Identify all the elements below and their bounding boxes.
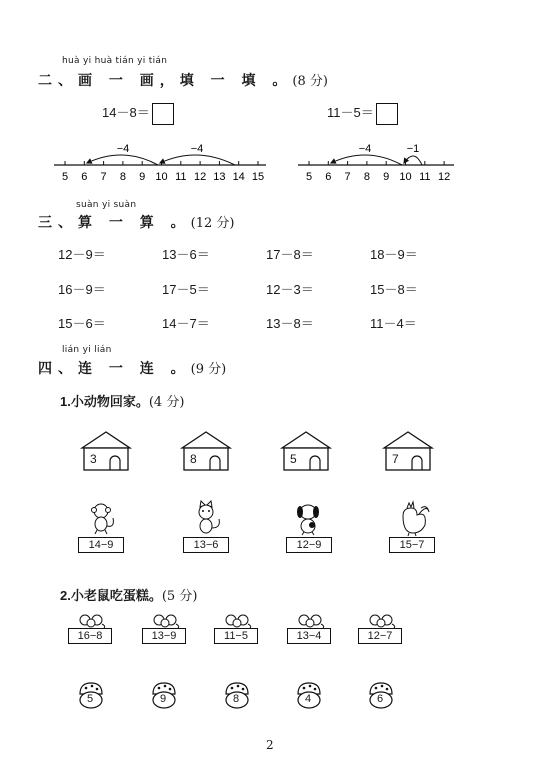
calc-equation[interactable]: 16－9＝ xyxy=(58,282,106,297)
animal-card[interactable] xyxy=(183,500,229,553)
tick-label: 6 xyxy=(81,171,88,183)
answer-box[interactable] xyxy=(376,103,398,125)
cat-icon xyxy=(187,500,225,537)
jump-label: −4 xyxy=(358,143,372,155)
calc-equation[interactable]: 18－9＝ xyxy=(370,247,418,262)
house-number: 7 xyxy=(392,452,399,466)
section3-score: (12 分) xyxy=(190,216,235,231)
section2-title-text: 二、画 一 画，填 一 填 。 xyxy=(38,73,293,89)
mouse-label: 11−5 xyxy=(214,628,258,644)
calc-equation[interactable]: 13－6＝ xyxy=(162,247,210,262)
cake-number: 5 xyxy=(87,693,94,705)
cake[interactable] xyxy=(76,680,106,710)
jump-arrow xyxy=(404,156,422,165)
rooster-icon xyxy=(393,500,431,537)
cake[interactable] xyxy=(222,680,252,710)
tick-label: 15 xyxy=(251,171,265,183)
mouse-label: 13−4 xyxy=(287,628,331,644)
animal-label: 15−7 xyxy=(389,537,435,553)
mouse-icon xyxy=(222,612,252,628)
tick-label: 6 xyxy=(325,171,332,183)
equation-14-8 xyxy=(102,102,174,125)
tick-label: 12 xyxy=(437,171,451,183)
house-icon xyxy=(380,430,436,472)
section4-pinyin: lián yi lián xyxy=(62,345,112,355)
question-number: 2. xyxy=(60,588,71,603)
mouse-card[interactable] xyxy=(142,612,186,644)
mouse-card[interactable] xyxy=(68,612,112,644)
tick-label: 12 xyxy=(193,171,207,183)
mouse-label: 16−8 xyxy=(68,628,112,644)
animal-card[interactable] xyxy=(78,500,124,553)
calc-equation[interactable]: 17－5＝ xyxy=(162,282,210,297)
section3-title xyxy=(38,212,234,232)
tick-label: 13 xyxy=(213,171,226,183)
jump-arrow xyxy=(160,155,235,165)
mouse-icon xyxy=(76,612,106,628)
tick-label: 10 xyxy=(155,171,168,183)
jump-label: −4 xyxy=(190,143,204,155)
animal-card[interactable] xyxy=(389,500,435,553)
animal-card[interactable] xyxy=(286,500,332,553)
calc-equation[interactable]: 15－6＝ xyxy=(58,316,106,331)
number-line-1 xyxy=(52,138,270,184)
cake[interactable] xyxy=(149,680,179,710)
section2-title xyxy=(38,70,328,90)
question-2-title xyxy=(60,585,197,604)
mouse-card[interactable] xyxy=(287,612,331,644)
tick-label: 5 xyxy=(305,171,313,183)
house[interactable] xyxy=(380,430,436,472)
question-score: (5 分) xyxy=(161,589,198,604)
mouse-label: 13−9 xyxy=(142,628,186,644)
section4-title-text: 四、连 一 连 。 xyxy=(38,361,191,377)
dog-icon xyxy=(290,500,328,537)
mouse-icon xyxy=(366,612,396,628)
question-number: 1. xyxy=(60,394,71,409)
house-icon xyxy=(278,430,334,472)
cake-number: 6 xyxy=(377,693,384,705)
section4-score: (9 分) xyxy=(190,362,227,377)
jump-label: −1 xyxy=(406,143,420,155)
tick-label: 10 xyxy=(399,171,412,183)
calc-equation[interactable]: 12－3＝ xyxy=(266,282,314,297)
mouse-label: 12−7 xyxy=(358,628,402,644)
equation-text: 11－5＝ xyxy=(327,105,374,120)
equation-11-5 xyxy=(327,102,398,125)
tick-label: 7 xyxy=(344,171,351,183)
tick-label: 11 xyxy=(175,171,187,183)
question-text: 小老鼠吃蛋糕。 xyxy=(70,589,162,604)
tick-label: 14 xyxy=(232,171,245,183)
answer-box[interactable] xyxy=(152,103,174,125)
page-number: 2 xyxy=(266,738,274,752)
cake-number: 9 xyxy=(160,693,167,705)
house-number: 8 xyxy=(190,452,197,466)
house-number: 5 xyxy=(290,452,297,466)
animal-label: 13−6 xyxy=(183,537,229,553)
mouse-icon xyxy=(295,612,325,628)
house-icon xyxy=(78,430,134,472)
calc-equation[interactable]: 13－8＝ xyxy=(266,316,314,331)
monkey-icon xyxy=(82,500,120,537)
mouse-card[interactable] xyxy=(358,612,402,644)
jump-label: −4 xyxy=(116,143,130,155)
section4-title xyxy=(38,358,226,378)
tick-label: 8 xyxy=(363,171,370,183)
tick-label: 9 xyxy=(383,171,390,183)
mouse-card[interactable] xyxy=(214,612,258,644)
question-score: (4 分) xyxy=(148,395,185,410)
calc-equation[interactable]: 11－4＝ xyxy=(370,316,417,331)
house-icon xyxy=(178,430,234,472)
section3-title-text: 三、算 一 算 。 xyxy=(38,215,191,231)
mouse-icon xyxy=(150,612,180,628)
section3-pinyin: suàn yi suàn xyxy=(76,200,137,210)
equation-text: 14－8＝ xyxy=(102,105,150,120)
cake[interactable] xyxy=(366,680,396,710)
calc-equation[interactable]: 14－7＝ xyxy=(162,316,210,331)
calc-equation[interactable]: 17－8＝ xyxy=(266,247,314,262)
number-line-2 xyxy=(296,138,458,184)
section2-pinyin: huà yi huà tián yi tián xyxy=(62,56,168,66)
cake-number: 4 xyxy=(305,693,312,705)
tick-label: 8 xyxy=(119,171,126,183)
calc-equation[interactable]: 12－9＝ xyxy=(58,247,106,262)
question-text: 小动物回家。 xyxy=(70,395,149,410)
animal-label: 14−9 xyxy=(78,537,124,553)
house[interactable] xyxy=(278,430,334,472)
tick-label: 5 xyxy=(61,171,69,183)
cake-number: 8 xyxy=(233,693,240,705)
house-number: 3 xyxy=(90,452,97,466)
cake[interactable] xyxy=(294,680,324,710)
calc-equation[interactable]: 15－8＝ xyxy=(370,282,418,297)
house[interactable] xyxy=(178,430,234,472)
tick-label: 9 xyxy=(139,171,146,183)
question-1-title xyxy=(60,391,184,410)
animal-label: 12−9 xyxy=(286,537,332,553)
tick-label: 7 xyxy=(100,171,107,183)
house[interactable] xyxy=(78,430,134,472)
tick-label: 11 xyxy=(419,171,431,183)
section2-score: (8 分) xyxy=(292,74,328,89)
